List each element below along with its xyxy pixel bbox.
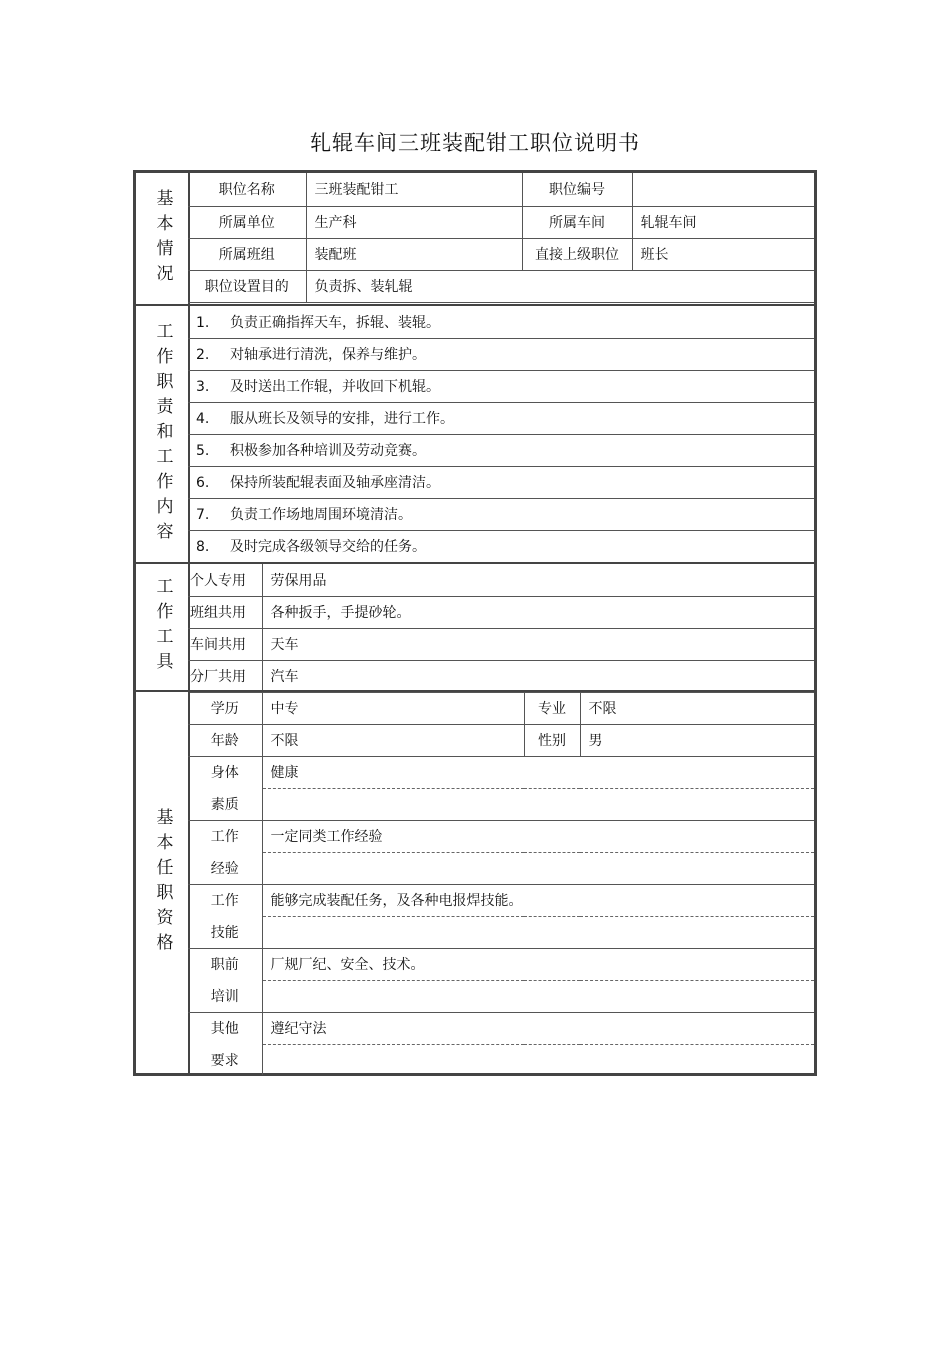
duties-table — [188, 306, 814, 563]
qualifications-label: 基本任职资格 — [136, 692, 190, 1073]
tool-category: 车间共用 — [188, 628, 262, 660]
requirement-label: 经验 — [188, 852, 262, 884]
purpose-value: 负责拆、装轧辊 — [306, 270, 814, 302]
purpose-label: 职位设置目的 — [188, 270, 306, 302]
page-title: 轧辊车间三班装配钳工职位说明书 — [310, 131, 640, 155]
requirement-blank-line — [262, 916, 814, 948]
requirement-blank-line — [262, 980, 814, 1012]
requirement-value: 厂规厂纪、安全、技术。 — [262, 948, 814, 980]
tools-table — [188, 564, 814, 693]
job-description-form — [133, 170, 817, 1076]
tool-value: 汽车 — [262, 660, 814, 692]
requirement-blank-line — [262, 1044, 814, 1075]
duty-item: 5. 积极参加各种培训及劳动竞赛。 — [188, 434, 814, 466]
requirement-label: 培训 — [188, 980, 262, 1012]
gender-label: 性别 — [524, 724, 580, 756]
position-code-value — [632, 173, 814, 206]
position-name-value: 三班装配钳工 — [306, 173, 522, 206]
basic-info-table — [188, 173, 814, 303]
workshop-label: 所属车间 — [522, 206, 632, 238]
requirement-label: 其他 — [188, 1012, 262, 1044]
education-value: 中专 — [262, 692, 524, 724]
tool-value: 天车 — [262, 628, 814, 660]
requirement-label: 工作 — [188, 820, 262, 852]
requirement-value: 遵纪守法 — [262, 1012, 814, 1044]
position-code-label: 职位编号 — [522, 173, 632, 206]
major-label: 专业 — [524, 692, 580, 724]
unit-label: 所属单位 — [188, 206, 306, 238]
unit-value: 生产科 — [306, 206, 522, 238]
duty-item: 3. 及时送出工作辊，并收回下机辊。 — [188, 370, 814, 402]
requirement-label: 素质 — [188, 788, 262, 820]
requirement-value: 能够完成装配任务，及各种电报焊技能。 — [262, 884, 814, 916]
workshop-value: 轧辊车间 — [632, 206, 814, 238]
duty-item: 6. 保持所装配辊表面及轴承座清洁。 — [188, 466, 814, 498]
requirement-label: 身体 — [188, 756, 262, 788]
age-value: 不限 — [262, 724, 524, 756]
requirement-label: 技能 — [188, 916, 262, 948]
tool-category: 分厂共用 — [188, 660, 262, 692]
basic-info-section — [136, 173, 814, 304]
tools-label: 工作工具 — [136, 564, 190, 690]
duty-item: 2. 对轴承进行清洗，保养与维护。 — [188, 338, 814, 370]
team-label: 所属班组 — [188, 238, 306, 270]
duty-item: 7. 负责工作场地周围环境清洁。 — [188, 498, 814, 530]
superior-value: 班长 — [632, 238, 814, 270]
duties-section — [136, 304, 814, 562]
duty-item: 4. 服从班长及领导的安排，进行工作。 — [188, 402, 814, 434]
requirement-label: 要求 — [188, 1044, 262, 1075]
requirement-value: 健康 — [262, 756, 814, 788]
qualifications-table — [188, 692, 814, 1075]
qualifications-section — [136, 690, 814, 1073]
requirement-blank-line — [262, 788, 814, 820]
tool-category: 个人专用 — [188, 564, 262, 596]
duty-item: 8. 及时完成各级领导交给的任务。 — [188, 530, 814, 562]
team-value: 装配班 — [306, 238, 522, 270]
tool-category: 班组共用 — [188, 596, 262, 628]
gender-value: 男 — [580, 724, 814, 756]
basic-info-label: 基本情况 — [136, 173, 190, 304]
position-name-label: 职位名称 — [188, 173, 306, 206]
requirement-label: 工作 — [188, 884, 262, 916]
age-label: 年龄 — [188, 724, 262, 756]
duties-label: 工作职责和工作内容 — [136, 306, 190, 562]
requirement-value: 一定同类工作经验 — [262, 820, 814, 852]
tools-section — [136, 562, 814, 690]
major-value: 不限 — [580, 692, 814, 724]
duty-item: 1. 负责正确指挥天车，拆辊、装辊。 — [188, 306, 814, 338]
superior-label: 直接上级职位 — [522, 238, 632, 270]
requirement-blank-line — [262, 852, 814, 884]
tool-value: 各种扳手，手提砂轮。 — [262, 596, 814, 628]
education-label: 学历 — [188, 692, 262, 724]
requirement-label: 职前 — [188, 948, 262, 980]
tool-value: 劳保用品 — [262, 564, 814, 596]
